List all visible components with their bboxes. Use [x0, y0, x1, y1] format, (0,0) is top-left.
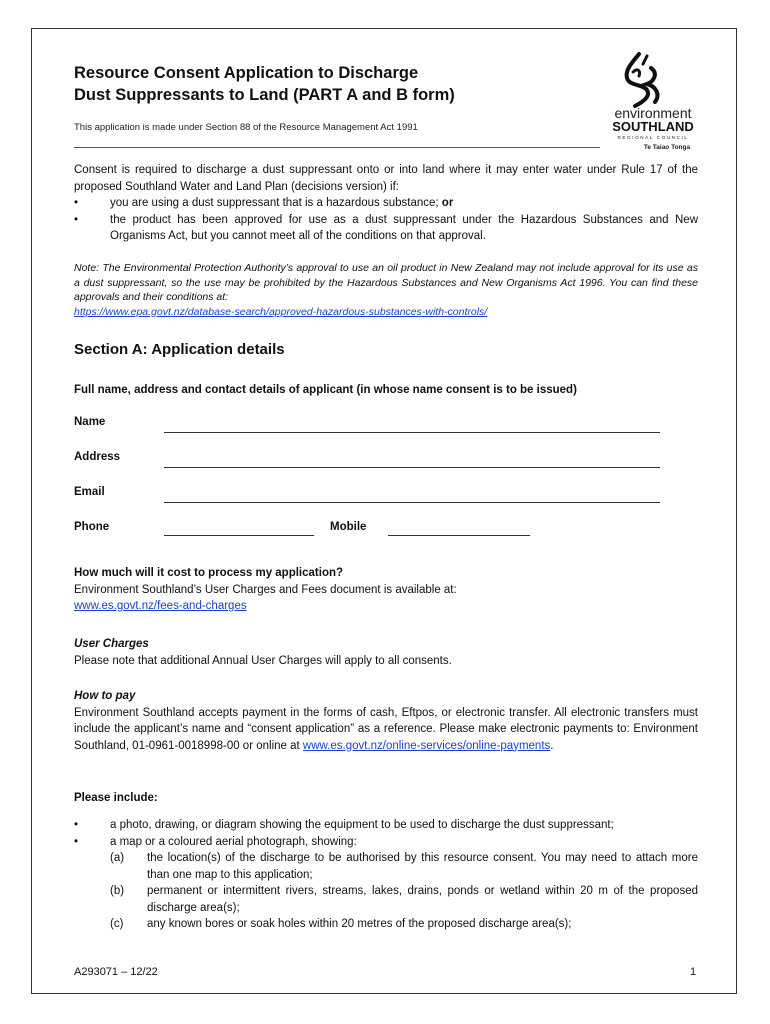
bullet-icon: • [74, 197, 79, 209]
bullet-icon: • [74, 819, 79, 831]
include-item-1: • a photo, drawing, or diagram showing the equipment to be used to discharge the dust suppressant; [74, 817, 698, 834]
map-requirements-list [110, 850, 698, 933]
document-title: Resource Consent Application to Discharge Dust Suppressants to Land (PART A and B form) [74, 64, 455, 104]
cost-heading: How much will it cost to process my application? [74, 567, 344, 579]
map-requirement-c: (c) any known bores or soak holes within 20 metres of the proposed discharge area(s); [110, 918, 572, 930]
page-number: 1 [690, 966, 697, 978]
cost-text: Environment Southland’s User Charges and Fees document is available at: [74, 583, 457, 596]
please-include-list [74, 817, 698, 933]
bullet-icon: • [74, 835, 79, 848]
address-field[interactable] [164, 467, 660, 468]
intro-bullet-1: • you are using a dust suppressant that is a hazardous substance; or [74, 195, 698, 212]
epa-link[interactable]: https://www.epa.govt.nz/database-search/approved-hazardous-substances-with-controls/ [74, 305, 488, 318]
environment-southland-logo [603, 50, 703, 152]
phone-label: Phone [74, 521, 110, 533]
intro-bullet-list [74, 195, 698, 245]
bullet-icon: • [74, 213, 79, 226]
logo-line1: environment [614, 105, 692, 121]
epa-note: Note: The Environmental Protection Authority’s approval to use an oil product in New Zealand may not include approval for its use as a dust suppressant, so the use may be prohibited by the Hazardous Substances and New Organisms Act 1996. You can find these approvals and their conditions at: https://www.epa.govt.nz/database-search/approved-hazardous-substances-with-controls/ [74, 262, 698, 318]
intro-paragraph: Consent is required to discharge a dust suppressant onto or into land where it may enter water under Rule 17 of the proposed Southland Water and Land Plan (decisions version) if: [74, 164, 698, 193]
online-payments-link[interactable]: www.es.govt.nz/online-services/online-payments [302, 739, 551, 752]
logo-line3: REGIONAL COUNCIL [617, 135, 689, 140]
header-divider [74, 147, 600, 148]
logo-line2: SOUTHLAND [612, 119, 694, 134]
user-charges-section [74, 636, 698, 669]
map-requirement-a: (a) the location(s) of the discharge to be authorised by this resource consent. You may need to attach more than one map to this application; [110, 852, 698, 881]
include-item-2: • a map or a coloured aerial photograph, showing: (a) the location(s) of the discharge to be authorised by this resource consent. You may need to attach more than one map to this application; (b) permanent or intermittent rivers, streams, lakes, drains, ponds or wetland within 20 m of the proposed discharge area(s); (c) any known bores or soak holes within 20 metres of the proposed discharge area(s); [74, 834, 698, 933]
user-charges-heading: User Charges [74, 638, 149, 650]
name-field[interactable] [164, 432, 660, 433]
email-field[interactable] [164, 502, 660, 503]
fees-link[interactable]: www.es.govt.nz/fees-and-charges [74, 600, 247, 612]
how-to-pay-section [74, 688, 698, 754]
phone-field[interactable] [164, 535, 314, 536]
document-code: A293071 – 12/22 [74, 966, 158, 978]
name-label: Name [74, 416, 106, 428]
logo-swirl-icon [603, 50, 703, 152]
map-requirement-b: (b) permanent or intermittent rivers, streams, lakes, drains, ponds or wetland within 20 m of the proposed discharge area(s); [110, 885, 698, 914]
intro-bullet-2: • the product has been approved for use as a dust suppressant under the Hazardous Substances and New Organisms Act, but you cannot meet all of the conditions on that approval. [74, 213, 698, 242]
applicant-details-heading: Full name, address and contact details of applicant (in whose name consent is to be issued) [74, 384, 577, 396]
email-label: Email [74, 486, 105, 498]
mobile-label: Mobile [330, 521, 367, 533]
logo-tagline: Te Taiao Tonga [643, 144, 691, 151]
how-to-pay-text: Environment Southland accepts payment in the forms of cash, Eftpos, or electronic transfer. All electronic transfers must include the applicant’s name and “consent application” as a reference. Please make electronic payments to: Environment Southland, 01-0961-0018998-00 or online at www.es.govt.nz/online-services/online-payments. [74, 706, 698, 752]
user-charges-text: Please note that additional Annual User Charges will apply to all consents. [74, 654, 452, 667]
cost-section [74, 565, 698, 615]
how-to-pay-heading: How to pay [74, 690, 136, 702]
section-a-heading: Section A: Application details [74, 341, 285, 358]
document-subtitle: This application is made under Section 88 of the Resource Management Act 1991 [74, 122, 418, 133]
mobile-field[interactable] [388, 535, 530, 536]
please-include-heading: Please include: [74, 792, 158, 804]
address-label: Address [74, 451, 121, 463]
